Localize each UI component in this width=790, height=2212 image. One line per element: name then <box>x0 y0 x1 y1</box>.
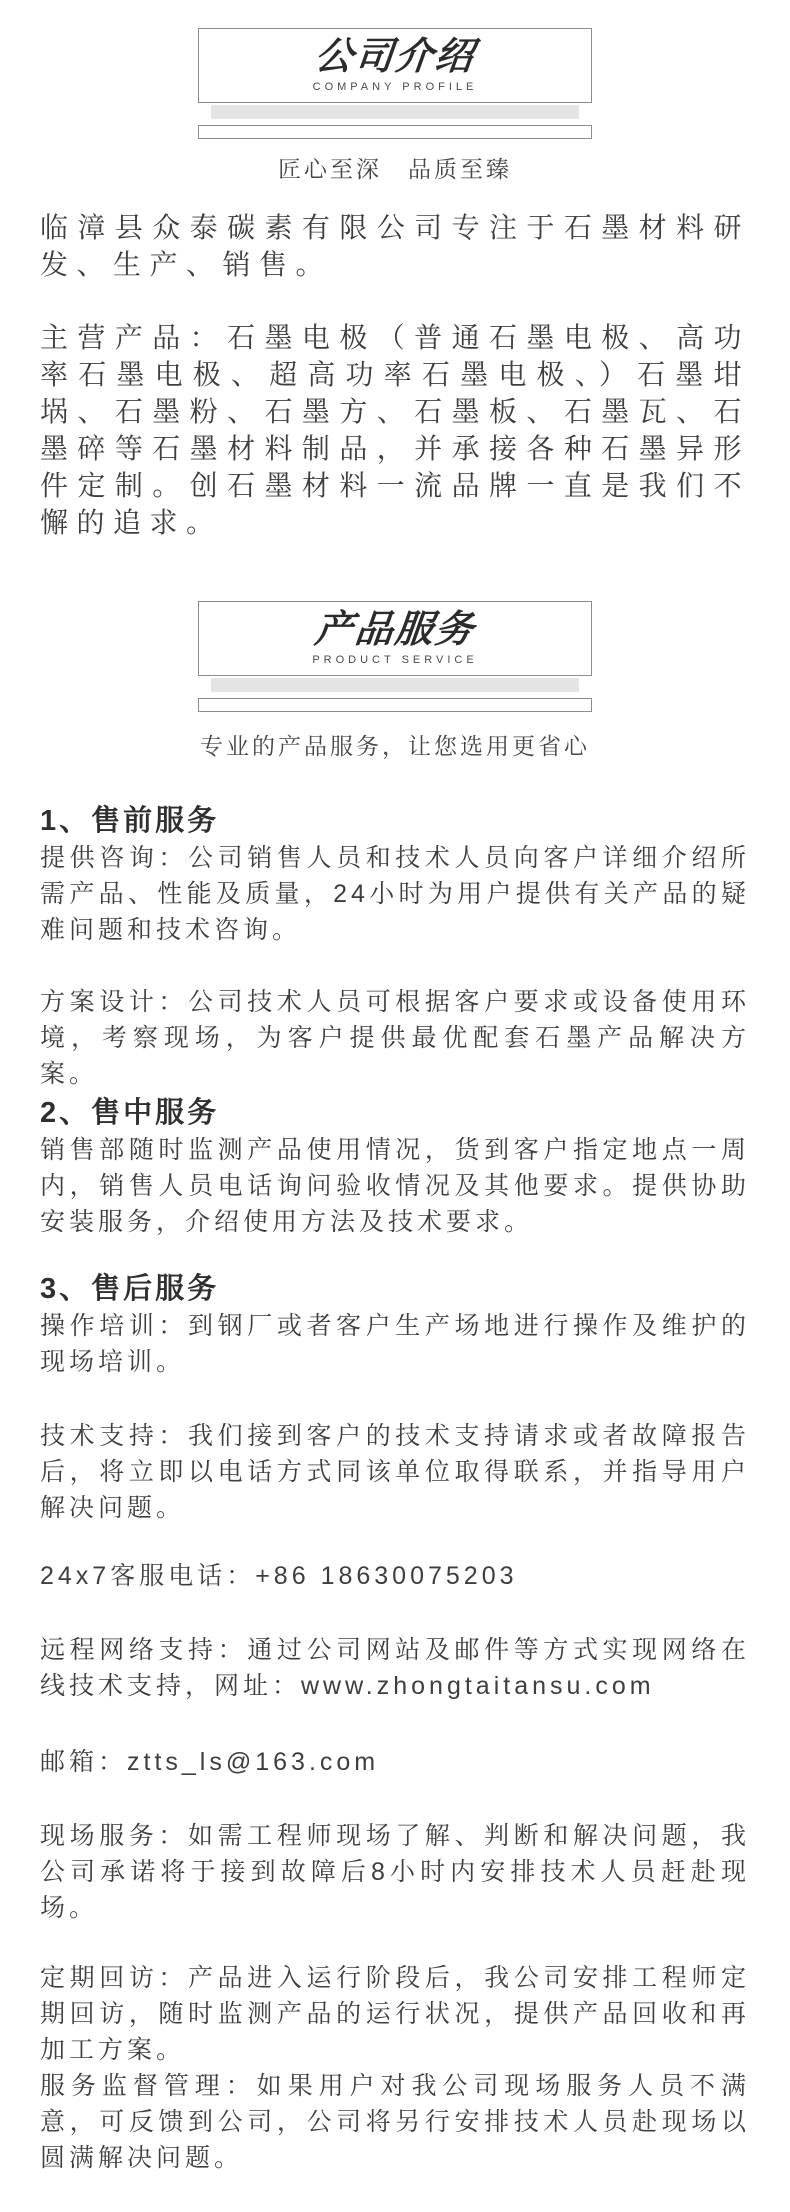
banner-title-box <box>198 28 592 103</box>
pre-sale-service-heading: 1、售前服务 <box>40 805 220 837</box>
company-intro-paragraph: 临漳县众泰碳素有限公司专注于石墨材料研发、生产、销售。 <box>40 212 750 280</box>
banner-title-box <box>198 601 592 676</box>
in-sale-paragraph: 销售部随时监测产品使用情况，货到客户指定地点一周内，销售人员电话询问验收情况及其他要求。提供协助安装服务，介绍使用方法及技术要求。 <box>40 1136 750 1236</box>
service-phone-line: 24x7客服电话：+86 18630075203 <box>40 1562 518 1590</box>
banner-shadow-bar <box>211 105 579 119</box>
product-service-section <box>40 601 750 2176</box>
main-products-paragraph: 主营产品：石墨电极（普通石墨电极、高功率石墨电极、超高功率石墨电极、）石墨坩埚、石墨粉、石墨方、石墨板、石墨瓦、石墨碎等石墨材料制品，并承接各种石墨异形件定制。创石墨材料一流品牌一直是我们不懈的追求。 <box>40 322 750 538</box>
in-sale-service-heading: 2、售中服务 <box>40 1097 220 1129</box>
service-tagline: 专业的产品服务，让您选用更省心 <box>200 733 590 759</box>
operation-training-paragraph: 操作培训：到钢厂或者客户生产场地进行操作及维护的现场培训。 <box>40 1312 750 1376</box>
banner-shadow-bar <box>211 678 579 692</box>
banner-subtitle: PRODUCT SERVICE <box>312 654 478 666</box>
banner-underline-bar <box>198 125 592 139</box>
email-line: 邮箱：ztts_ls@163.com <box>40 1748 380 1776</box>
banner-title: 产品服务 <box>312 609 478 651</box>
solution-design-paragraph: 方案设计：公司技术人员可根据客户要求或设备使用环境，考察现场，为客户提供最优配套石墨产品解决方案。 <box>40 988 750 1088</box>
service-supervision-paragraph: 服务监督管理：如果用户对我公司现场服务人员不满意，可反馈到公司，公司将另行安排技术人员赴现场以圆满解决问题。 <box>40 2072 750 2172</box>
after-sale-service-heading: 3、售后服务 <box>40 1273 220 1305</box>
product-service-banner <box>198 601 592 712</box>
consulting-paragraph: 提供咨询：公司销售人员和技术人员向客户详细介绍所需产品、性能及质量，24小时为用户提供有关产品的疑难问题和技术咨询。 <box>40 844 750 944</box>
remote-support-paragraph: 远程网络支持：通过公司网站及邮件等方式实现网络在线技术支持，网址：www.zhongtaitansu.com <box>40 1636 750 1700</box>
regular-visit-paragraph: 定期回访：产品进入运行阶段后，我公司安排工程师定期回访，随时监测产品的运行状况，提供产品回收和再加工方案。 <box>40 1964 750 2064</box>
banner-underline-bar <box>198 698 592 712</box>
tech-support-paragraph: 技术支持：我们接到客户的技术支持请求或者故障报告后，将立即以电话方式同该单位取得联系，并指导用户解决问题。 <box>40 1422 750 1522</box>
onsite-service-paragraph: 现场服务：如需工程师现场了解、判断和解决问题，我公司承诺将于接到故障后8小时内安排技术人员赶赴现场。 <box>40 1822 750 1922</box>
company-tagline: 匠心至深 品质至臻 <box>278 156 512 182</box>
banner-title: 公司介绍 <box>312 36 478 78</box>
in-sale-service-group <box>40 1096 750 1240</box>
after-sale-service-group <box>40 1272 750 2176</box>
banner-subtitle: COMPANY PROFILE <box>312 81 478 93</box>
pre-sale-service-group <box>40 804 750 1092</box>
company-profile-banner <box>198 28 592 139</box>
company-intro-section <box>40 28 750 541</box>
